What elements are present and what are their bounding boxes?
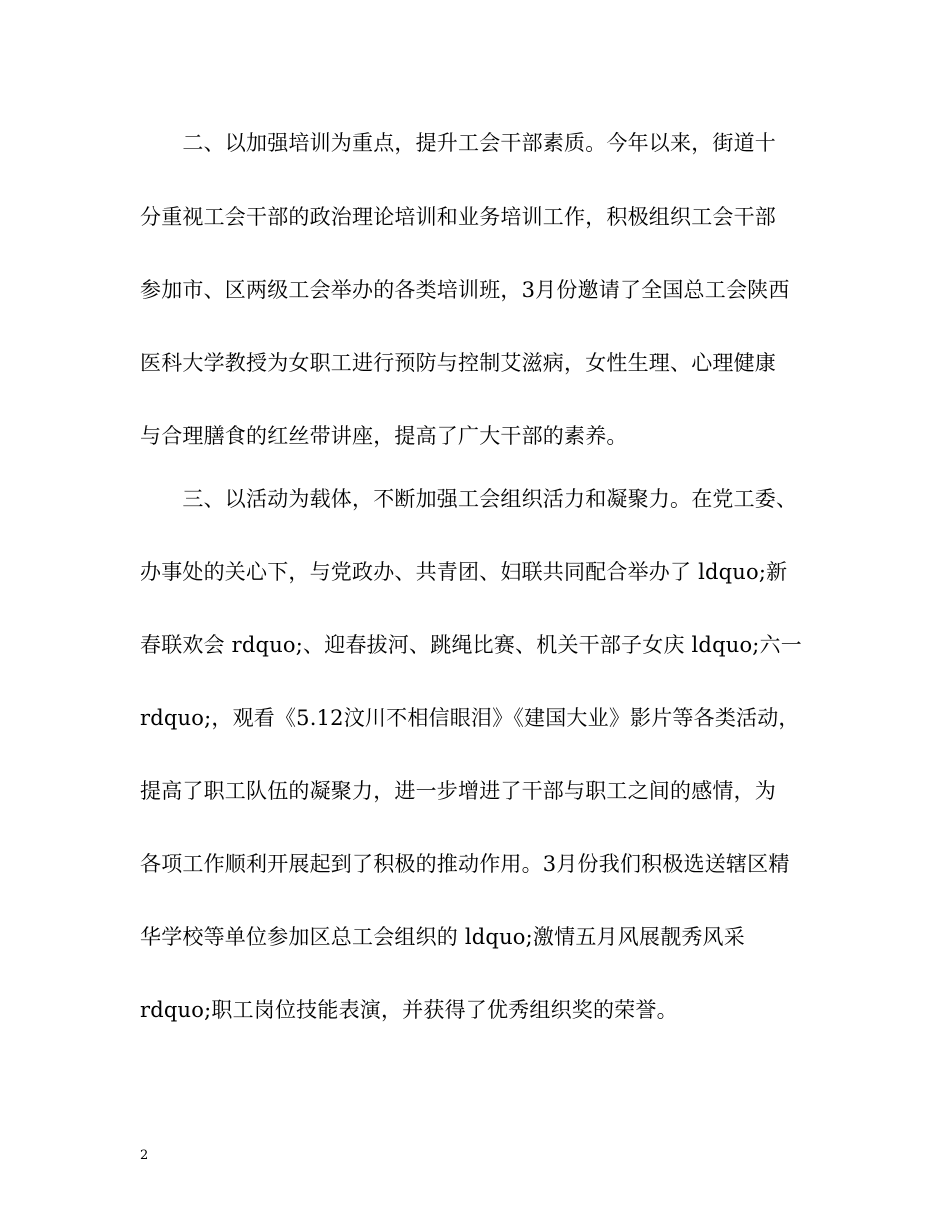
paragraph-2-line-7: 华学校等单位参加区总工会组织的 ldquo;激情五月风展靓秀风采 — [140, 925, 745, 949]
paragraph-2-line-6: 各项工作顺利开展起到了积极的推动作用。3月份我们积极选送辖区精 — [140, 852, 790, 876]
paragraph-2-line-5: 提高了职工队伍的凝聚力，进一步增进了干部与职工之间的感情，为 — [140, 779, 776, 803]
paragraph-1-line-4: 医科大学教授为女职工进行预防与控制艾滋病，女性生理、心理健康 — [140, 351, 776, 375]
paragraph-2-line-8: rdquo;职工岗位技能表演，并获得了优秀组织奖的荣誉。 — [140, 998, 678, 1022]
paragraph-1-line-2: 分重视工会干部的政治理论培训和业务培训工作，积极组织工会干部 — [140, 205, 776, 229]
paragraph-2-line-1: 三、以活动为载体，不断加强工会组织活力和凝聚力。在党工委、 — [140, 487, 798, 511]
paragraph-1-line-1: 二、以加强培训为重点，提升工会干部素质。今年以来，街道十 — [140, 131, 776, 155]
paragraph-1-line-3: 参加市、区两级工会举办的各类培训班，3月份邀请了全国总工会陕西 — [140, 278, 790, 302]
paragraph-2-line-4: rdquo;，观看《5.12汶川不相信眼泪》《建国大业》影片等各类活动， — [140, 706, 800, 730]
page-number: 2 — [140, 1148, 149, 1163]
paragraph-1-line-5: 与合理膳食的红丝带讲座，提高了广大干部的素养。 — [140, 424, 628, 448]
paragraph-2-line-3: 春联欢会 rdquo;、迎春拔河、跳绳比赛、机关干部子女庆 ldquo;六一 — [140, 633, 802, 657]
paragraph-2-line-2: 办事处的关心下，与党政办、共青团、妇联共同配合举办了 ldquo;新 — [140, 560, 788, 584]
